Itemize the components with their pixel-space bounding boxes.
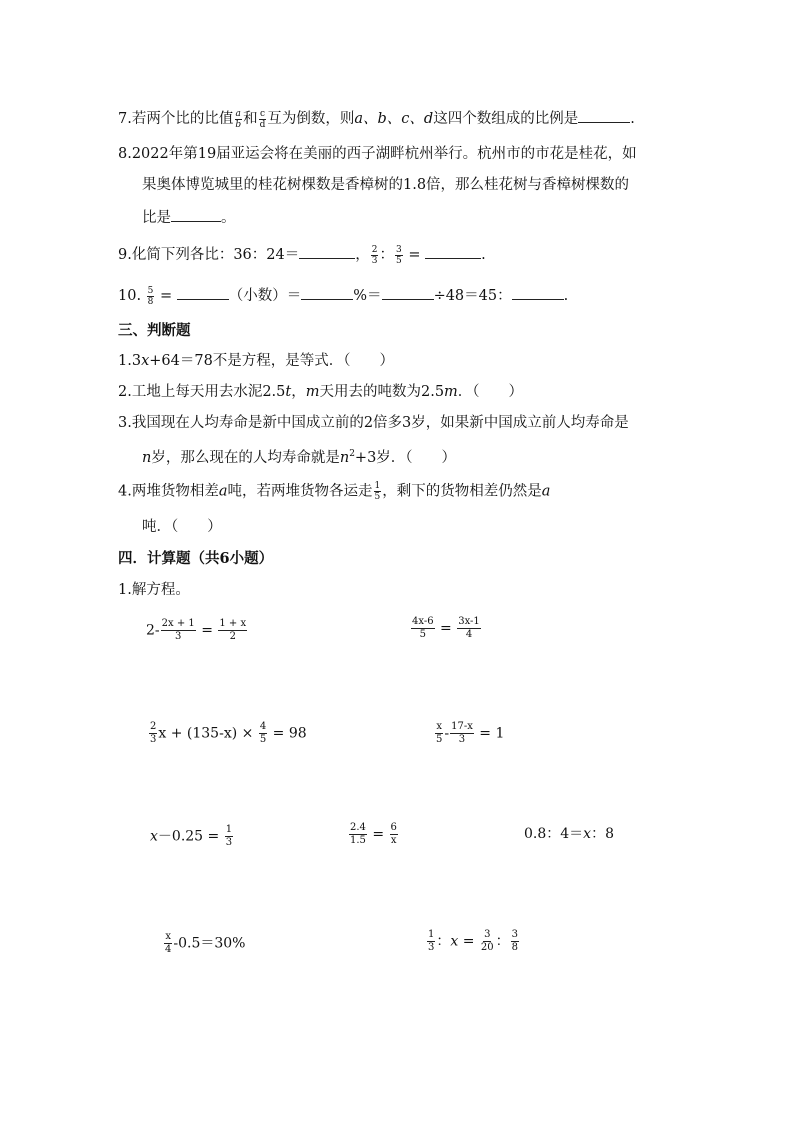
judge-3-line-1: 3.我国现在人均寿命是新中国成立前的2倍多3岁，如果新中国成立前人均寿命是	[118, 415, 629, 431]
answer-blank[interactable]	[512, 285, 564, 300]
answer-blank[interactable]	[301, 285, 353, 300]
answer-blank[interactable]	[425, 244, 481, 259]
equation-5: x－0.25 = $\frac{1}{3}$	[150, 824, 233, 848]
judge-4-line-2: 吨．（ ）	[142, 519, 222, 535]
question-7: 7.若两个比的比值 $\frac{a}{b}$ 和 $\frac{c}{d}$ 互为倒数，则a、b、c、d这四个数组成的比例是 .	[118, 108, 635, 130]
question-8-line-2: 果奥体博览城里的桂花树棵数是香樟树的1.8倍，那么桂花树与香樟树棵数的	[142, 177, 630, 193]
judge-2: 2.工地上每天用去水泥2.5t，m天用去的吨数为2.5m．（ ）	[118, 384, 524, 400]
judge-4-line-1: 4.两堆货物相差a吨，若两堆货物各运走 $\frac{1}{5}$ ，剩下的货物相差仍然是a	[118, 481, 551, 502]
equation-9: $\frac{1}{3}$ ：x = $\frac{3}{20}$ ： $\frac{3}{8}$	[428, 929, 519, 953]
fraction-1-5: $\frac{1}{5}$	[374, 481, 381, 502]
judge-1: 1.3x+64＝78不是方程，是等式．（ ）	[118, 353, 395, 369]
equation-3: $\frac{2}{3}$ x + (135-x) × $\frac{4}{5}$ = 98	[150, 721, 307, 745]
fraction-c-over-d: $\frac{c}{d}$	[259, 108, 266, 130]
equation-8: $\frac{x}{4}$ -0.5＝30%	[165, 931, 246, 955]
answer-blank[interactable]	[382, 285, 434, 300]
judge-3-line-2: n岁，那么现在的人均寿命就是$n^2+3$岁．（ ）	[142, 449, 457, 466]
equation-6: $\frac{2.4}{1.5}$ = $\frac{6}{x}$	[350, 822, 397, 846]
fraction-3-5: $\frac{3}{5}$	[395, 244, 402, 266]
equation-2: $\frac{4x-6}{5}$ = $\frac{3x-1}{4}$	[412, 616, 480, 640]
section-3-title: 三、判断题	[118, 322, 191, 339]
fraction-5-8: $\frac{5}{8}$	[147, 285, 154, 307]
answer-blank[interactable]	[578, 108, 630, 123]
fraction-a-over-b: $\frac{a}{b}$	[235, 108, 242, 130]
equation-1: 2- $\frac{2x + 1}{3}$ = $\frac{1 + x}{2}$	[146, 618, 247, 642]
answer-blank[interactable]	[177, 285, 229, 300]
equation-7: 0.8：4＝x：8	[524, 826, 614, 842]
section-4-title: 四．计算题（共6小题）	[118, 550, 274, 567]
question-10: 10. $\frac{5}{8}$ = （小数）＝ %＝ ÷48＝45： .	[118, 285, 569, 307]
question-8-line-1: 8.2022年第19届亚运会将在美丽的西子湖畔杭州举行。杭州市的市花是桂花，如	[118, 146, 637, 162]
fraction-2-3: $\frac{2}{3}$	[371, 244, 378, 266]
answer-blank[interactable]	[299, 244, 355, 259]
calc-1-label: 1.解方程。	[118, 582, 190, 598]
question-8-line-3: 比是 。	[142, 207, 236, 228]
answer-blank[interactable]	[171, 207, 221, 222]
equation-4: $\frac{x}{5}$ - $\frac{17-x}{3}$ = 1	[436, 721, 505, 745]
question-9: 9.化简下列各比：36：24＝ ， $\frac{2}{3}$ ： $\frac{3}{5}$ = .	[118, 244, 486, 266]
